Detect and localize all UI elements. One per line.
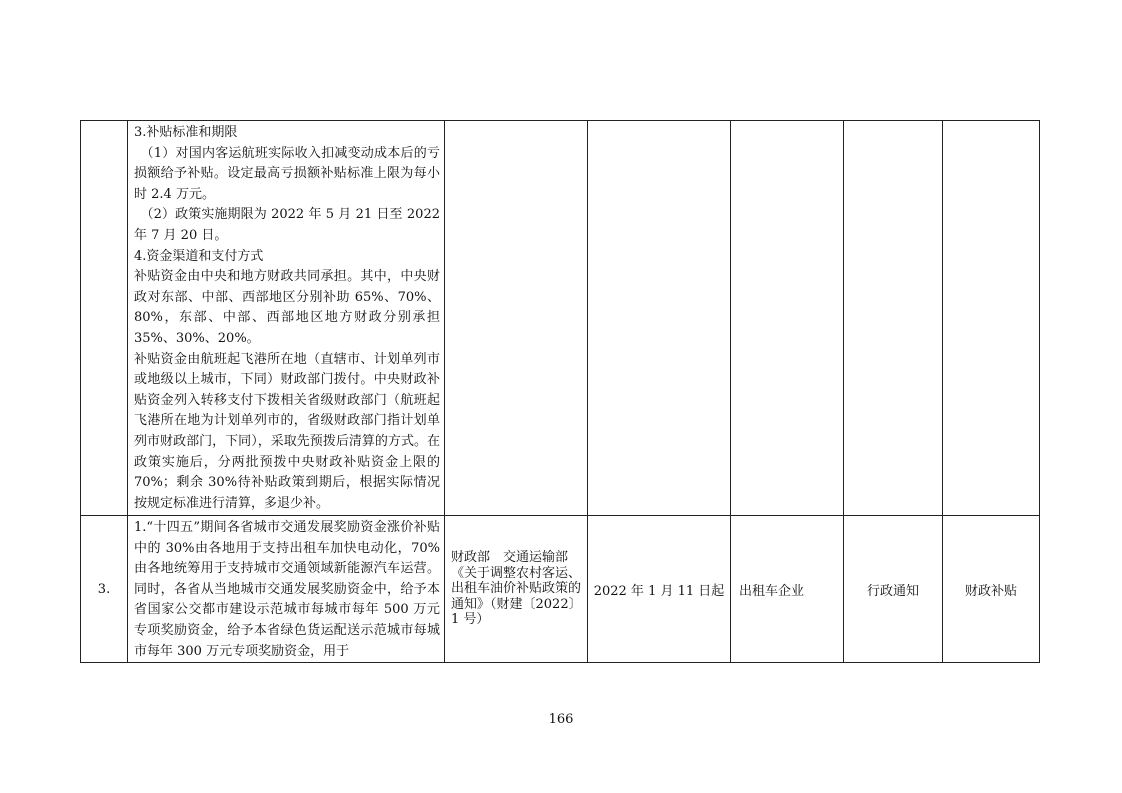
object-text: 出租车企业 [739,583,805,599]
paragraph: （1）对国内客运航班实际收入扣减变动成本后的亏损额给予补贴。设定最高亏损额补贴标准上限为每小时 2.4 万元。 [134,145,440,202]
date-cell: 2022 年 1 月 11 日起 [588,516,731,663]
paragraph: （2）政策实施期限为 2022 年 5 月 21 日至 2022 年 7 月 20 日。 [134,207,440,243]
type-cell [844,121,943,516]
content-cell [128,121,445,516]
mode-cell [943,121,1040,516]
page-number: 166 [548,712,574,727]
paragraph: 补贴资金由航班起飞港所在地（直辖市、计划单列市或地级以上城市，下同）财政部门拨付。中央财政补贴资金列入转移支付下拨相关省级财政部门（航班起飞港所在地为计划单列市的，省级财政部门指计划单列市财政部门，下同），采取先预拨后清算的方式。在政策实施后，分两批预拨中央财政补贴资金上限的 70%；剩余 30%待补贴政策到期后，根据实际情况按规定标准进行清算，多退少补。 [134,351,440,511]
object-cell [731,516,844,663]
paragraph: 补贴资金由中央和地方财政共同承担。其中，中央财政对东部、中部、西部地区分别补助 65%、70%、80%，东部、中部、西部地区地方财政分别承担 35%、30%、20%。 [134,269,440,346]
content-cell [128,516,445,663]
table-row [81,516,1040,663]
policy-table [80,120,1040,663]
basis-cell [445,516,588,663]
row-index: 3. [81,516,128,663]
mode-cell: 财政补贴 [943,516,1040,663]
type-cell: 行政通知 [844,516,943,663]
row-index [81,121,128,516]
basis-cell [445,121,588,516]
paragraph: 1.“十四五”期间各省城市交通发展奖励资金涨价补贴中的 30%由各地用于支持出租车加快电动化，70%由各地统筹用于支持城市交通领域新能源汽车运营。同时，各省从当地城市交通发展奖励资金中，给予本省国家公交都市建设示范城市每城市每年 500 万元专项奖励资金，给予本省绿色货运配送示范城市每城市每年 300 万元专项奖励资金，用于 [134,520,440,659]
table-row [81,121,1040,516]
section-heading: 3.补贴标准和期限 [134,125,238,140]
date-cell [588,121,731,516]
section-heading: 4.资金渠道和支付方式 [134,248,264,264]
object-cell [731,121,844,516]
basis-text: 财政部 交通运输部《关于调整农村客运、出租车油价补贴政策的通知》（财建〔2022〕1 号） [451,550,582,628]
